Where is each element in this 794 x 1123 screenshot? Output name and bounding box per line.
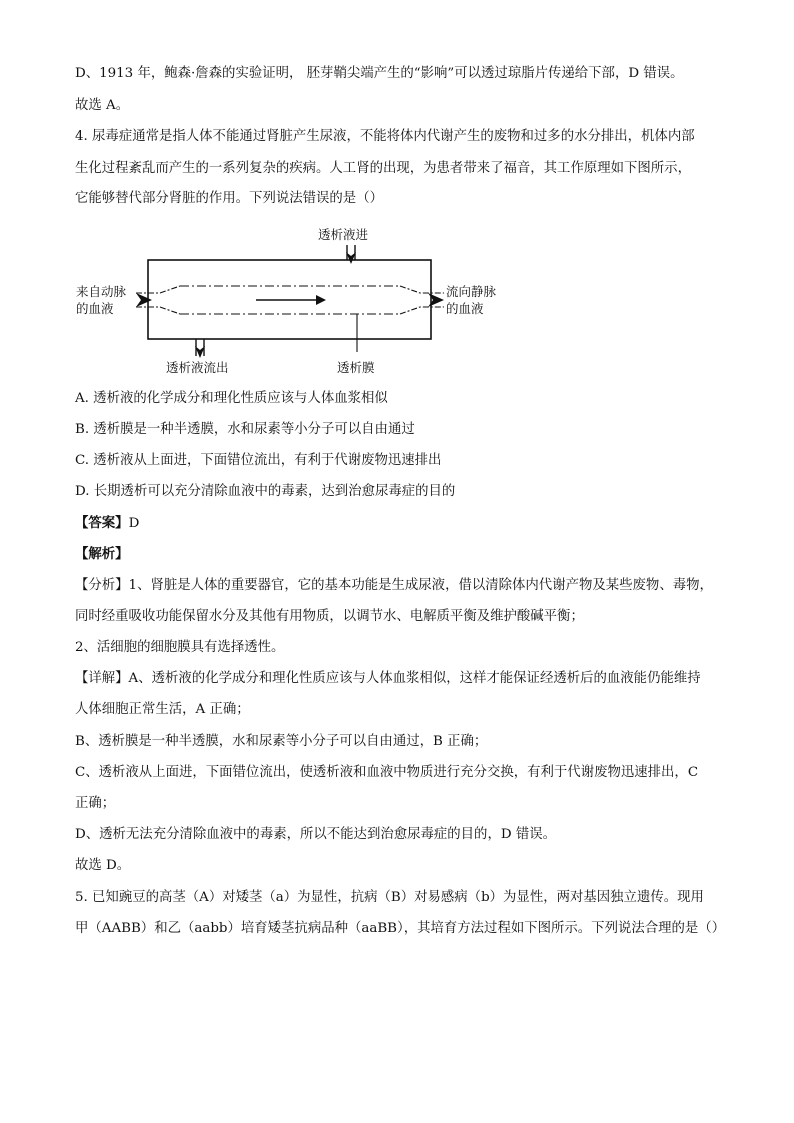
label-arterial-blood-1: 来自动脉 bbox=[76, 284, 127, 299]
q4-detail-line-2: 人体细胞正常生活，A 正确； bbox=[75, 702, 250, 717]
q4-detail-line-3: B、透析膜是一种半透膜，水和尿素等小分子可以自由通过，B 正确； bbox=[75, 734, 488, 749]
q4-option-c: C. 透析液从上面进，下面错位流出，有利于代谢废物迅速排出 bbox=[75, 453, 442, 468]
q4-analysis-line-1: 【分析】1、肾脏是人体的重要器官，它的基本功能是生成尿液，借以清除体内代谢产物及某些废物、毒物， bbox=[75, 578, 713, 593]
answer-tag: 【答案】 bbox=[75, 515, 129, 531]
q4-stem-line-1: 4. 尿毒症通常是指人体不能通过肾脏产生尿液，不能将体内代谢产生的废物和过多的水分排出，机体内部 bbox=[75, 129, 695, 144]
q4-analysis-line-3: 2、活细胞的细胞膜具有选择透性。 bbox=[75, 640, 285, 655]
label-dialysate-out: 透析液流出 bbox=[166, 360, 229, 375]
q4-detail-line-1: 【详解】A、透析液的化学成分和理化性质应该与人体血浆相似，这样才能保证经透析后的血液能仍能维持 bbox=[75, 671, 701, 686]
q4-detail-line-4: C、透析液从上面进，下面错位流出，使透析液和血液中物质进行充分交换，有利于代谢废物迅速排出，C bbox=[75, 765, 699, 780]
q4-stem-line-3: 它能够替代部分肾脏的作用。下列说法错误的是（） bbox=[75, 191, 383, 206]
q4-analysis-tag: 【解析】 bbox=[75, 546, 129, 562]
answer-value: D bbox=[128, 516, 140, 531]
q4-detail-conclusion: 故选 D。 bbox=[75, 858, 131, 873]
q4-detail-line-6: D、透析无法充分清除血液中的毒素，所以不能达到治愈尿毒症的目的，D 错误。 bbox=[75, 827, 557, 842]
q4-option-b: B. 透析膜是一种半透膜，水和尿素等小分子可以自由通过 bbox=[75, 422, 415, 437]
q4-option-d: D. 长期透析可以充分清除血液中的毒素，达到治愈尿毒症的目的 bbox=[75, 484, 456, 499]
label-venous-blood-2: 的血液 bbox=[446, 301, 484, 316]
artificial-kidney-diagram bbox=[0, 0, 794, 380]
q5-stem-line-2: 甲（AABB）和乙（aabb）培育矮茎抗病品种（aaBB），其培育方法过程如下图所示。下列说法合理的是（） bbox=[75, 921, 726, 936]
q4-stem-line-2: 生化过程紊乱而产生的一系列复杂的疾病。人工肾的出现，为患者带来了福音，其工作原理如下图所示， bbox=[75, 161, 691, 176]
q4-option-a: A. 透析液的化学成分和理化性质应该与人体血浆相似 bbox=[75, 391, 388, 406]
inlet-arrow-icon bbox=[136, 293, 152, 307]
q4-answer bbox=[75, 514, 139, 533]
prev-conclusion: 故选 A。 bbox=[75, 98, 130, 113]
flow-arrow-head-icon bbox=[316, 295, 326, 305]
q5-stem-line-1: 5. 已知豌豆的高茎（A）对矮茎（a）为显性，抗病（B）对易感病（b）为显性，两对基因独立遗传。现用 bbox=[75, 890, 704, 905]
label-venous-blood-1: 流向静脉 bbox=[446, 284, 497, 299]
label-dialysate-in: 透析液进 bbox=[318, 227, 369, 242]
label-arterial-blood-2: 的血液 bbox=[76, 301, 114, 316]
label-membrane: 透析膜 bbox=[337, 360, 375, 375]
q4-detail-line-5: 正确； bbox=[75, 796, 116, 811]
prev-option-d-explanation: D、1913 年，鲍森·詹森的实验证明， 胚芽鞘尖端产生的“影响”可以透过琼脂片传递给下部，D 错误。 bbox=[75, 66, 684, 81]
q4-analysis-line-2: 同时经重吸收功能保留水分及其他有用物质，以调节水、电解质平衡及维护酸碱平衡； bbox=[75, 609, 584, 624]
